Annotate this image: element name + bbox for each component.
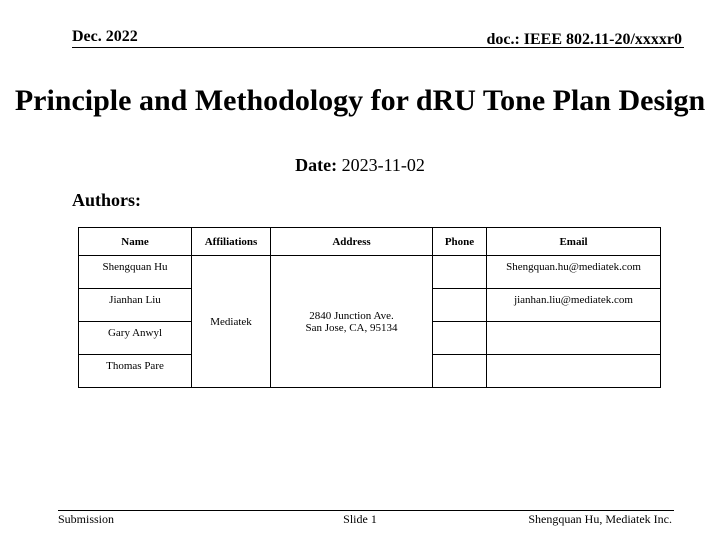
footer-author: Shengquan Hu, Mediatek Inc. <box>528 512 672 526</box>
footer-divider <box>58 510 674 511</box>
header-date: Dec. 2022 <box>72 28 138 45</box>
table-header-row <box>79 228 661 256</box>
header-doc-id: doc.: IEEE 802.11-20/xxxxr0 <box>486 31 682 48</box>
authors-heading: Authors: <box>72 190 142 210</box>
col-header-name: Name <box>79 228 192 256</box>
author-name: Thomas Pare <box>79 355 192 388</box>
col-header-address: Address <box>271 228 433 256</box>
author-email: Shengquan.hu@mediatek.com <box>487 256 661 289</box>
col-header-phone: Phone <box>433 228 487 256</box>
table-row <box>79 256 661 289</box>
author-name: Shengquan Hu <box>79 256 192 289</box>
author-address <box>271 256 433 388</box>
col-header-affiliations: Affiliations <box>192 228 271 256</box>
header-divider <box>72 47 684 48</box>
author-phone <box>433 256 487 289</box>
author-email: jianhan.liu@mediatek.com <box>487 289 661 322</box>
author-phone <box>433 322 487 355</box>
author-email <box>487 355 661 388</box>
address-line-2: San Jose, CA, 95134 <box>305 321 398 334</box>
author-affiliation: Mediatek <box>192 256 271 388</box>
author-phone <box>433 289 487 322</box>
col-header-email: Email <box>487 228 661 256</box>
address-line-1: 2840 Junction Ave. <box>309 309 394 322</box>
footer-submission: Submission <box>58 512 115 526</box>
date-value: 2023-11-02 <box>341 155 425 175</box>
author-name: Gary Anwyl <box>79 322 192 355</box>
author-phone <box>433 355 487 388</box>
date-line <box>0 155 720 176</box>
author-email <box>487 322 661 355</box>
footer-slide-number: Slide 1 <box>343 512 377 526</box>
slide-title: Principle and Methodology for dRU Tone Plan Design <box>14 84 706 117</box>
authors-table <box>78 227 661 388</box>
date-label: Date: <box>295 155 338 175</box>
author-name: Jianhan Liu <box>79 289 192 322</box>
